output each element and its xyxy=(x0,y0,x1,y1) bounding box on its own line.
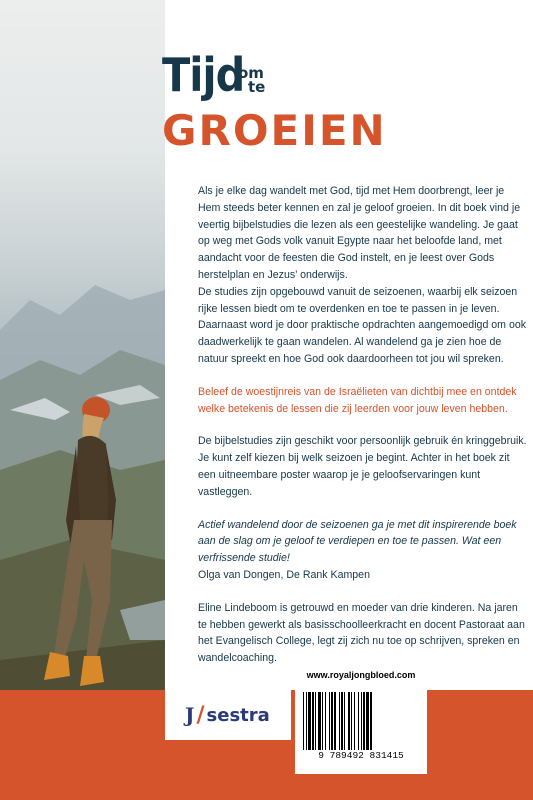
title-te: te xyxy=(248,78,266,96)
title-tijd: Tijd xyxy=(162,48,245,102)
back-cover-text xyxy=(198,183,528,667)
isbn-number: 9 789492 831415 xyxy=(318,750,404,761)
barcode xyxy=(295,670,427,774)
usage-paragraph: De bijbelstudies zijn geschikt voor persoonlijk gebruik én kringgebruik. Je kunt zelf kiezen bij welk seizoen je begint. Achter in het boek zit een uitneembare poster waarop je je geloofservaringen kunt vastleggen. xyxy=(198,435,527,498)
endorsement-quote: Actief wandelend door de seizoenen ga je met dit inspirerende boek aan de slag om je geloof te verdiepen en toe te passen. Wat een verfrissende studie! xyxy=(198,518,517,565)
barcode-bars xyxy=(303,692,419,750)
crown-j-icon: J xyxy=(185,703,195,727)
cover-photo-hiker xyxy=(0,0,165,800)
logo-slash: / xyxy=(196,702,205,728)
title-om: om xyxy=(238,64,264,82)
endorsement-author: Olga van Dongen, De Rank Kampen xyxy=(198,568,370,581)
seasons-paragraph: De studies zijn opgebouwd vanuit de seizoenen, waarbij elk seizoen rijke lessen biedt om te overdenken en toe te passen in je leven. Daarnaast word je door praktische opdrachten aangemoedigd om ook daadwerkelijk te gaan wandelen. Al wandelend ga je zien hoe de natuur spreekt en hoe God ook daardoorheen tot jou wil spreken. xyxy=(198,285,527,365)
title-groeien: GROEIEN xyxy=(162,106,387,155)
author-bio: Eline Lindeboom is getrouwd en moeder van drie kinderen. Na jaren te hebben gewerkt als basisschoolleerkracht en docent Pastoraat aan het Evangelisch College, legt zij zich nu toe op schrijven, spreken en wandelcoaching. xyxy=(198,601,525,665)
intro-paragraph: Als je elke dag wandelt met God, tijd met Hem doorbrengt, leer je Hem steeds beter kennen en zal je geloof groeien. In dit boek vind je veertig bijbelstudies die lezen als een geestelijke wandeling. Je gaat op weg met Gods volk vanuit Egypte naar het beloofde land, met aandacht voor de feesten die God instelt, en je leest over Gods herstelplan en Jezus’ onderwijs. xyxy=(198,185,521,281)
highlight-paragraph: Beleef de woestijnreis van de Israëlieten van dichtbij mee en ontdek welke betekenis de lessen die zij leerden voor jouw leven hebben. xyxy=(198,385,517,415)
publisher-url: www.royaljongbloed.com xyxy=(306,670,416,680)
publisher-name: sestra xyxy=(206,704,270,726)
book-title xyxy=(162,48,387,168)
publisher-logo xyxy=(165,690,291,740)
